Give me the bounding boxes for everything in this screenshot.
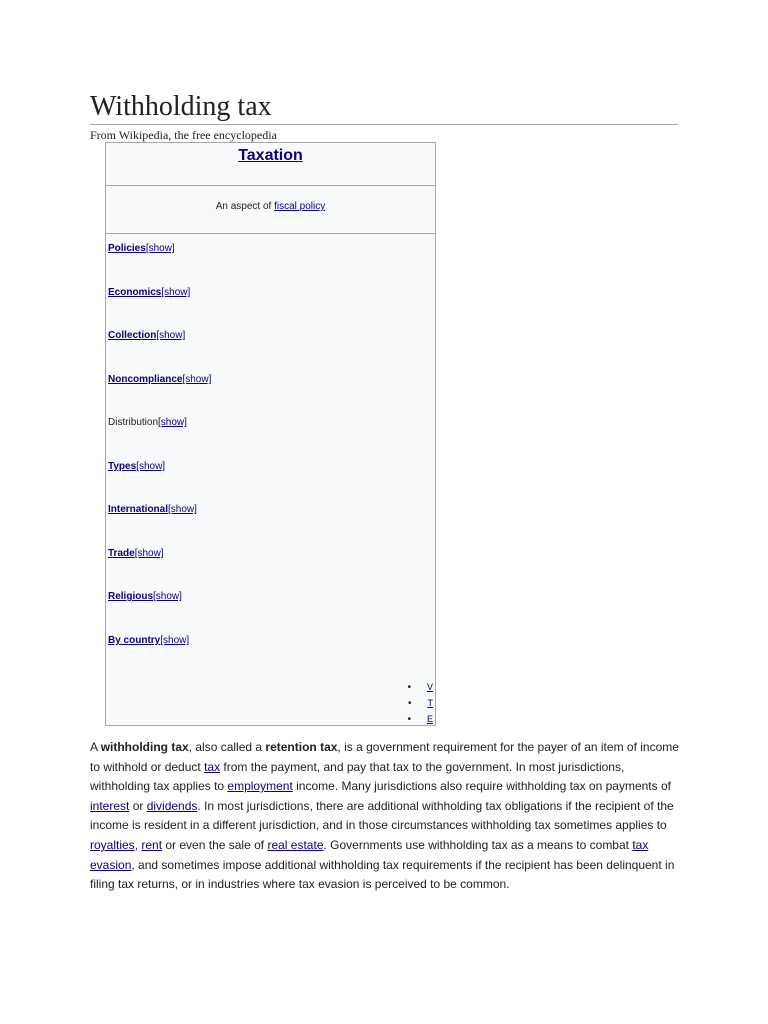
section-label[interactable]: Religious [108,591,154,602]
infobox-aspect [106,186,435,234]
employment-link[interactable]: employment [227,779,293,794]
tagline: From Wikipedia, the free encyclopedia [90,128,277,142]
vte-edit [407,711,433,727]
infobox-title-link[interactable]: Taxation [238,147,303,164]
section-international [108,504,197,516]
text: income. Many jurisdictions also require withholding tax on payments of [292,779,671,794]
infobox-title [106,143,435,186]
vte-view-link[interactable]: V [426,682,433,692]
section-types [108,461,165,473]
show-toggle[interactable]: [show] [161,287,191,298]
tax-link[interactable]: tax [204,759,221,774]
section-label[interactable]: Noncompliance [108,374,183,385]
section-policies [108,243,175,255]
bold-term: withholding tax [100,740,189,754]
tax-evasion-link[interactable]: tax evasion [90,837,649,872]
show-toggle[interactable]: [show] [145,243,175,254]
text: , is a government requirement for the payer of an item of income to withhold or deduct [90,740,679,774]
bullet-icon: • [407,698,412,709]
real-estate-link[interactable]: real estate [267,837,324,852]
show-toggle[interactable]: [show] [156,330,186,341]
rent-link[interactable]: rent [141,837,163,852]
bullet-icon: • [407,682,411,693]
text: from the payment, and pay that tax to the government. In most jurisdictions, withholding tax applies to [90,759,625,794]
dividends-link[interactable]: dividends [146,798,198,813]
show-toggle[interactable]: [show] [134,548,164,559]
text: or even the sale of [162,837,268,852]
section-religious [108,591,182,603]
section-label[interactable]: Economics [108,287,162,298]
vte-talk [407,695,433,711]
vte-talk-link[interactable]: T [427,698,433,708]
navbox-vte [407,679,433,727]
show-toggle[interactable]: [show] [153,591,182,602]
page-title: Withholding tax [90,90,678,125]
taxation-infobox [105,142,436,726]
section-label[interactable]: By country [108,635,161,646]
text: , also called a [188,740,266,754]
bullet-icon: • [407,714,411,725]
show-toggle[interactable]: [show] [136,461,166,472]
show-toggle[interactable]: [show] [160,635,190,646]
section-label[interactable]: International [108,504,169,515]
bold-term: retention tax [265,740,338,754]
vte-view [407,679,433,695]
section-label[interactable]: Policies [108,243,146,254]
interest-link[interactable]: interest [90,798,130,813]
text: . In most jurisdictions, there are additional withholding tax obligations if the recipient of the income is resident in a different jurisdiction, and in those circumstances withholding tax sometimes applies to [90,798,674,833]
section-label[interactable]: Types [108,461,137,472]
section-economics [108,287,190,299]
aspect-prefix: An aspect of [215,201,275,212]
show-toggle[interactable]: [show] [182,374,212,385]
section-trade [108,548,164,560]
fiscal-policy-link[interactable]: fiscal policy [274,201,326,212]
section-collection [108,330,185,342]
royalties-link[interactable]: royalties [90,837,135,852]
lead-paragraph [90,738,680,895]
section-label[interactable]: Collection [108,330,157,341]
text: or [129,798,147,813]
section-label[interactable]: Trade [108,548,135,559]
section-by-country [108,635,189,647]
vte-edit-link[interactable]: E [426,714,433,724]
text: A [90,740,101,754]
text: , and sometimes impose additional withholding tax requirements if the recipient has been delinquent in filing tax returns, or in industries where tax evasion is perceived to be common. [90,857,675,892]
section-label: Distribution [108,417,159,428]
section-distribution [108,417,187,429]
text: , [134,837,142,852]
show-toggle[interactable]: [show] [168,504,197,515]
text: . Governments use withholding tax as a means to combat [323,837,633,852]
section-noncompliance [108,374,211,386]
show-toggle[interactable]: [show] [158,417,187,428]
